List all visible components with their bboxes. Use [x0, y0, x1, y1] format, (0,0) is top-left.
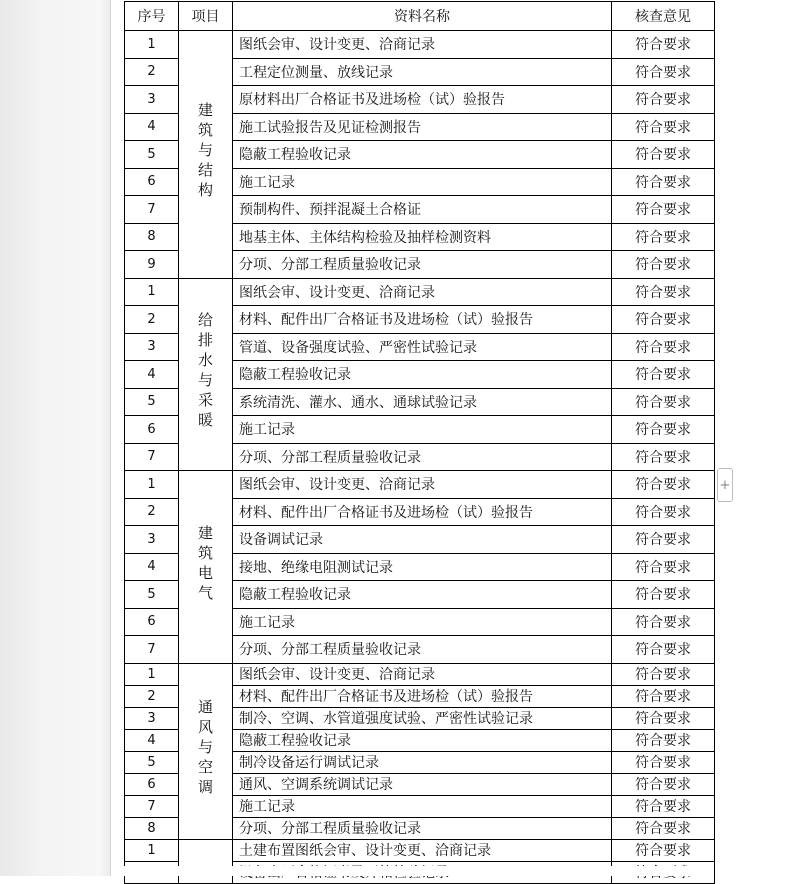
inspection-table [124, 1, 715, 884]
add-icon[interactable]: + [717, 468, 733, 502]
header-no: 序号 [125, 2, 179, 31]
check-opinion: 符合要求 [612, 663, 715, 685]
row-number: 2 [125, 306, 179, 334]
check-opinion: 符合要求 [612, 817, 715, 839]
section-item-label: 通风与空调 [196, 699, 214, 799]
document-name: 分项、分部工程质量验收记录 [233, 636, 612, 664]
document-name: 施工记录 [233, 416, 612, 444]
row-number: 4 [125, 113, 179, 141]
check-opinion: 符合要求 [612, 168, 715, 196]
check-opinion: 符合要求 [612, 361, 715, 389]
section-item-label: 建筑电气 [196, 524, 214, 605]
table-row [125, 278, 715, 306]
document-name: 设备调试记录 [233, 526, 612, 554]
table-row [125, 471, 715, 499]
row-number: 7 [125, 443, 179, 471]
document-name: 材料、配件出厂合格证书及进场检（试）验报告 [233, 498, 612, 526]
check-opinion: 符合要求 [612, 526, 715, 554]
check-opinion: 符合要求 [612, 553, 715, 581]
check-opinion: 符合要求 [612, 443, 715, 471]
row-number: 9 [125, 251, 179, 279]
check-opinion: 符合要求 [612, 729, 715, 751]
check-opinion: 符合要求 [612, 773, 715, 795]
document-name: 材料、配件出厂合格证书及进场检（试）验报告 [233, 306, 612, 334]
check-opinion: 符合要求 [612, 58, 715, 86]
row-number: 4 [125, 729, 179, 751]
document-name: 分项、分部工程质量验收记录 [233, 817, 612, 839]
row-number: 4 [125, 553, 179, 581]
check-opinion: 符合要求 [612, 196, 715, 224]
check-opinion: 符合要求 [612, 31, 715, 59]
row-number: 3 [125, 707, 179, 729]
header-item: 项目 [179, 2, 233, 31]
header-opinion: 核查意见 [612, 2, 715, 31]
row-number: 5 [125, 388, 179, 416]
document-name: 隐蔽工程验收记录 [233, 581, 612, 609]
check-opinion: 符合要求 [612, 223, 715, 251]
check-opinion: 符合要求 [612, 141, 715, 169]
row-number: 4 [125, 361, 179, 389]
document-name: 管道、设备强度试验、严密性试验记录 [233, 333, 612, 361]
row-number: 5 [125, 751, 179, 773]
row-number: 2 [125, 58, 179, 86]
document-name: 图纸会审、设计变更、洽商记录 [233, 471, 612, 499]
document-name: 工程定位测量、放线记录 [233, 58, 612, 86]
row-number: 7 [125, 196, 179, 224]
check-opinion: 符合要求 [612, 581, 715, 609]
check-opinion: 符合要求 [612, 498, 715, 526]
document-name: 材料、配件出厂合格证书及进场检（试）验报告 [233, 685, 612, 707]
check-opinion: 符合要求 [612, 251, 715, 279]
document-name: 预制构件、预拌混凝土合格证 [233, 196, 612, 224]
table-row [125, 31, 715, 59]
row-number: 2 [125, 685, 179, 707]
document-name: 隐蔽工程验收记录 [233, 141, 612, 169]
document-name: 制冷设备运行调试记录 [233, 751, 612, 773]
document-name: 图纸会审、设计变更、洽商记录 [233, 31, 612, 59]
document-name: 系统清洗、灌水、通水、通球试验记录 [233, 388, 612, 416]
document-name: 施工记录 [233, 608, 612, 636]
document-name: 土建布置图纸会审、设计变更、洽商记录 [233, 839, 612, 861]
row-number: 7 [125, 636, 179, 664]
check-opinion: 符合要求 [612, 636, 715, 664]
document-name: 地基主体、主体结构检验及抽样检测资料 [233, 223, 612, 251]
section-item-label: 建筑与结构 [196, 102, 214, 203]
document-name: 施工记录 [233, 168, 612, 196]
check-opinion: 符合要求 [612, 388, 715, 416]
page-bottom-cut [124, 866, 714, 876]
row-number: 6 [125, 608, 179, 636]
check-opinion: 符合要求 [612, 278, 715, 306]
section-item-cell [179, 839, 233, 883]
row-number: 1 [125, 278, 179, 306]
row-number: 1 [125, 471, 179, 499]
section-item-label: 给排水与采暖 [196, 312, 214, 433]
row-number: 1 [125, 839, 179, 861]
document-name: 分项、分部工程质量验收记录 [233, 443, 612, 471]
row-number: 5 [125, 581, 179, 609]
check-opinion: 符合要求 [612, 839, 715, 861]
document-name: 图纸会审、设计变更、洽商记录 [233, 663, 612, 685]
check-opinion: 符合要求 [612, 333, 715, 361]
check-opinion: 符合要求 [612, 795, 715, 817]
check-opinion: 符合要求 [612, 685, 715, 707]
header-name: 资料名称 [233, 2, 612, 31]
check-opinion: 符合要求 [612, 86, 715, 114]
check-opinion: 符合要求 [612, 113, 715, 141]
table-row [125, 663, 715, 685]
check-opinion: 符合要求 [612, 608, 715, 636]
row-number: 6 [125, 773, 179, 795]
document-name: 隐蔽工程验收记录 [233, 729, 612, 751]
row-number: 3 [125, 86, 179, 114]
row-number: 6 [125, 416, 179, 444]
document-name: 施工记录 [233, 795, 612, 817]
row-number: 8 [125, 817, 179, 839]
section-item-cell [179, 471, 233, 664]
row-number: 3 [125, 526, 179, 554]
document-name: 制冷、空调、水管道强度试验、严密性试验记录 [233, 707, 612, 729]
row-number: 7 [125, 795, 179, 817]
table-row [125, 839, 715, 861]
row-number: 2 [125, 498, 179, 526]
section-item-cell [179, 663, 233, 839]
document-name: 隐蔽工程验收记录 [233, 361, 612, 389]
header-row [125, 2, 715, 31]
document-name: 施工试验报告及见证检测报告 [233, 113, 612, 141]
section-item-cell [179, 278, 233, 471]
row-number: 6 [125, 168, 179, 196]
check-opinion: 符合要求 [612, 751, 715, 773]
document-name: 分项、分部工程质量验收记录 [233, 251, 612, 279]
document-name: 原材料出厂合格证书及进场检（试）验报告 [233, 86, 612, 114]
row-number: 5 [125, 141, 179, 169]
row-number: 1 [125, 31, 179, 59]
document-name: 接地、绝缘电阻测试记录 [233, 553, 612, 581]
document-name: 图纸会审、设计变更、洽商记录 [233, 278, 612, 306]
check-opinion: 符合要求 [612, 416, 715, 444]
document-name: 通风、空调系统调试记录 [233, 773, 612, 795]
check-opinion: 符合要求 [612, 707, 715, 729]
row-number: 3 [125, 333, 179, 361]
check-opinion: 符合要求 [612, 471, 715, 499]
row-number: 1 [125, 663, 179, 685]
check-opinion: 符合要求 [612, 306, 715, 334]
row-number: 8 [125, 223, 179, 251]
left-gutter [0, 0, 110, 876]
section-item-cell [179, 31, 233, 279]
